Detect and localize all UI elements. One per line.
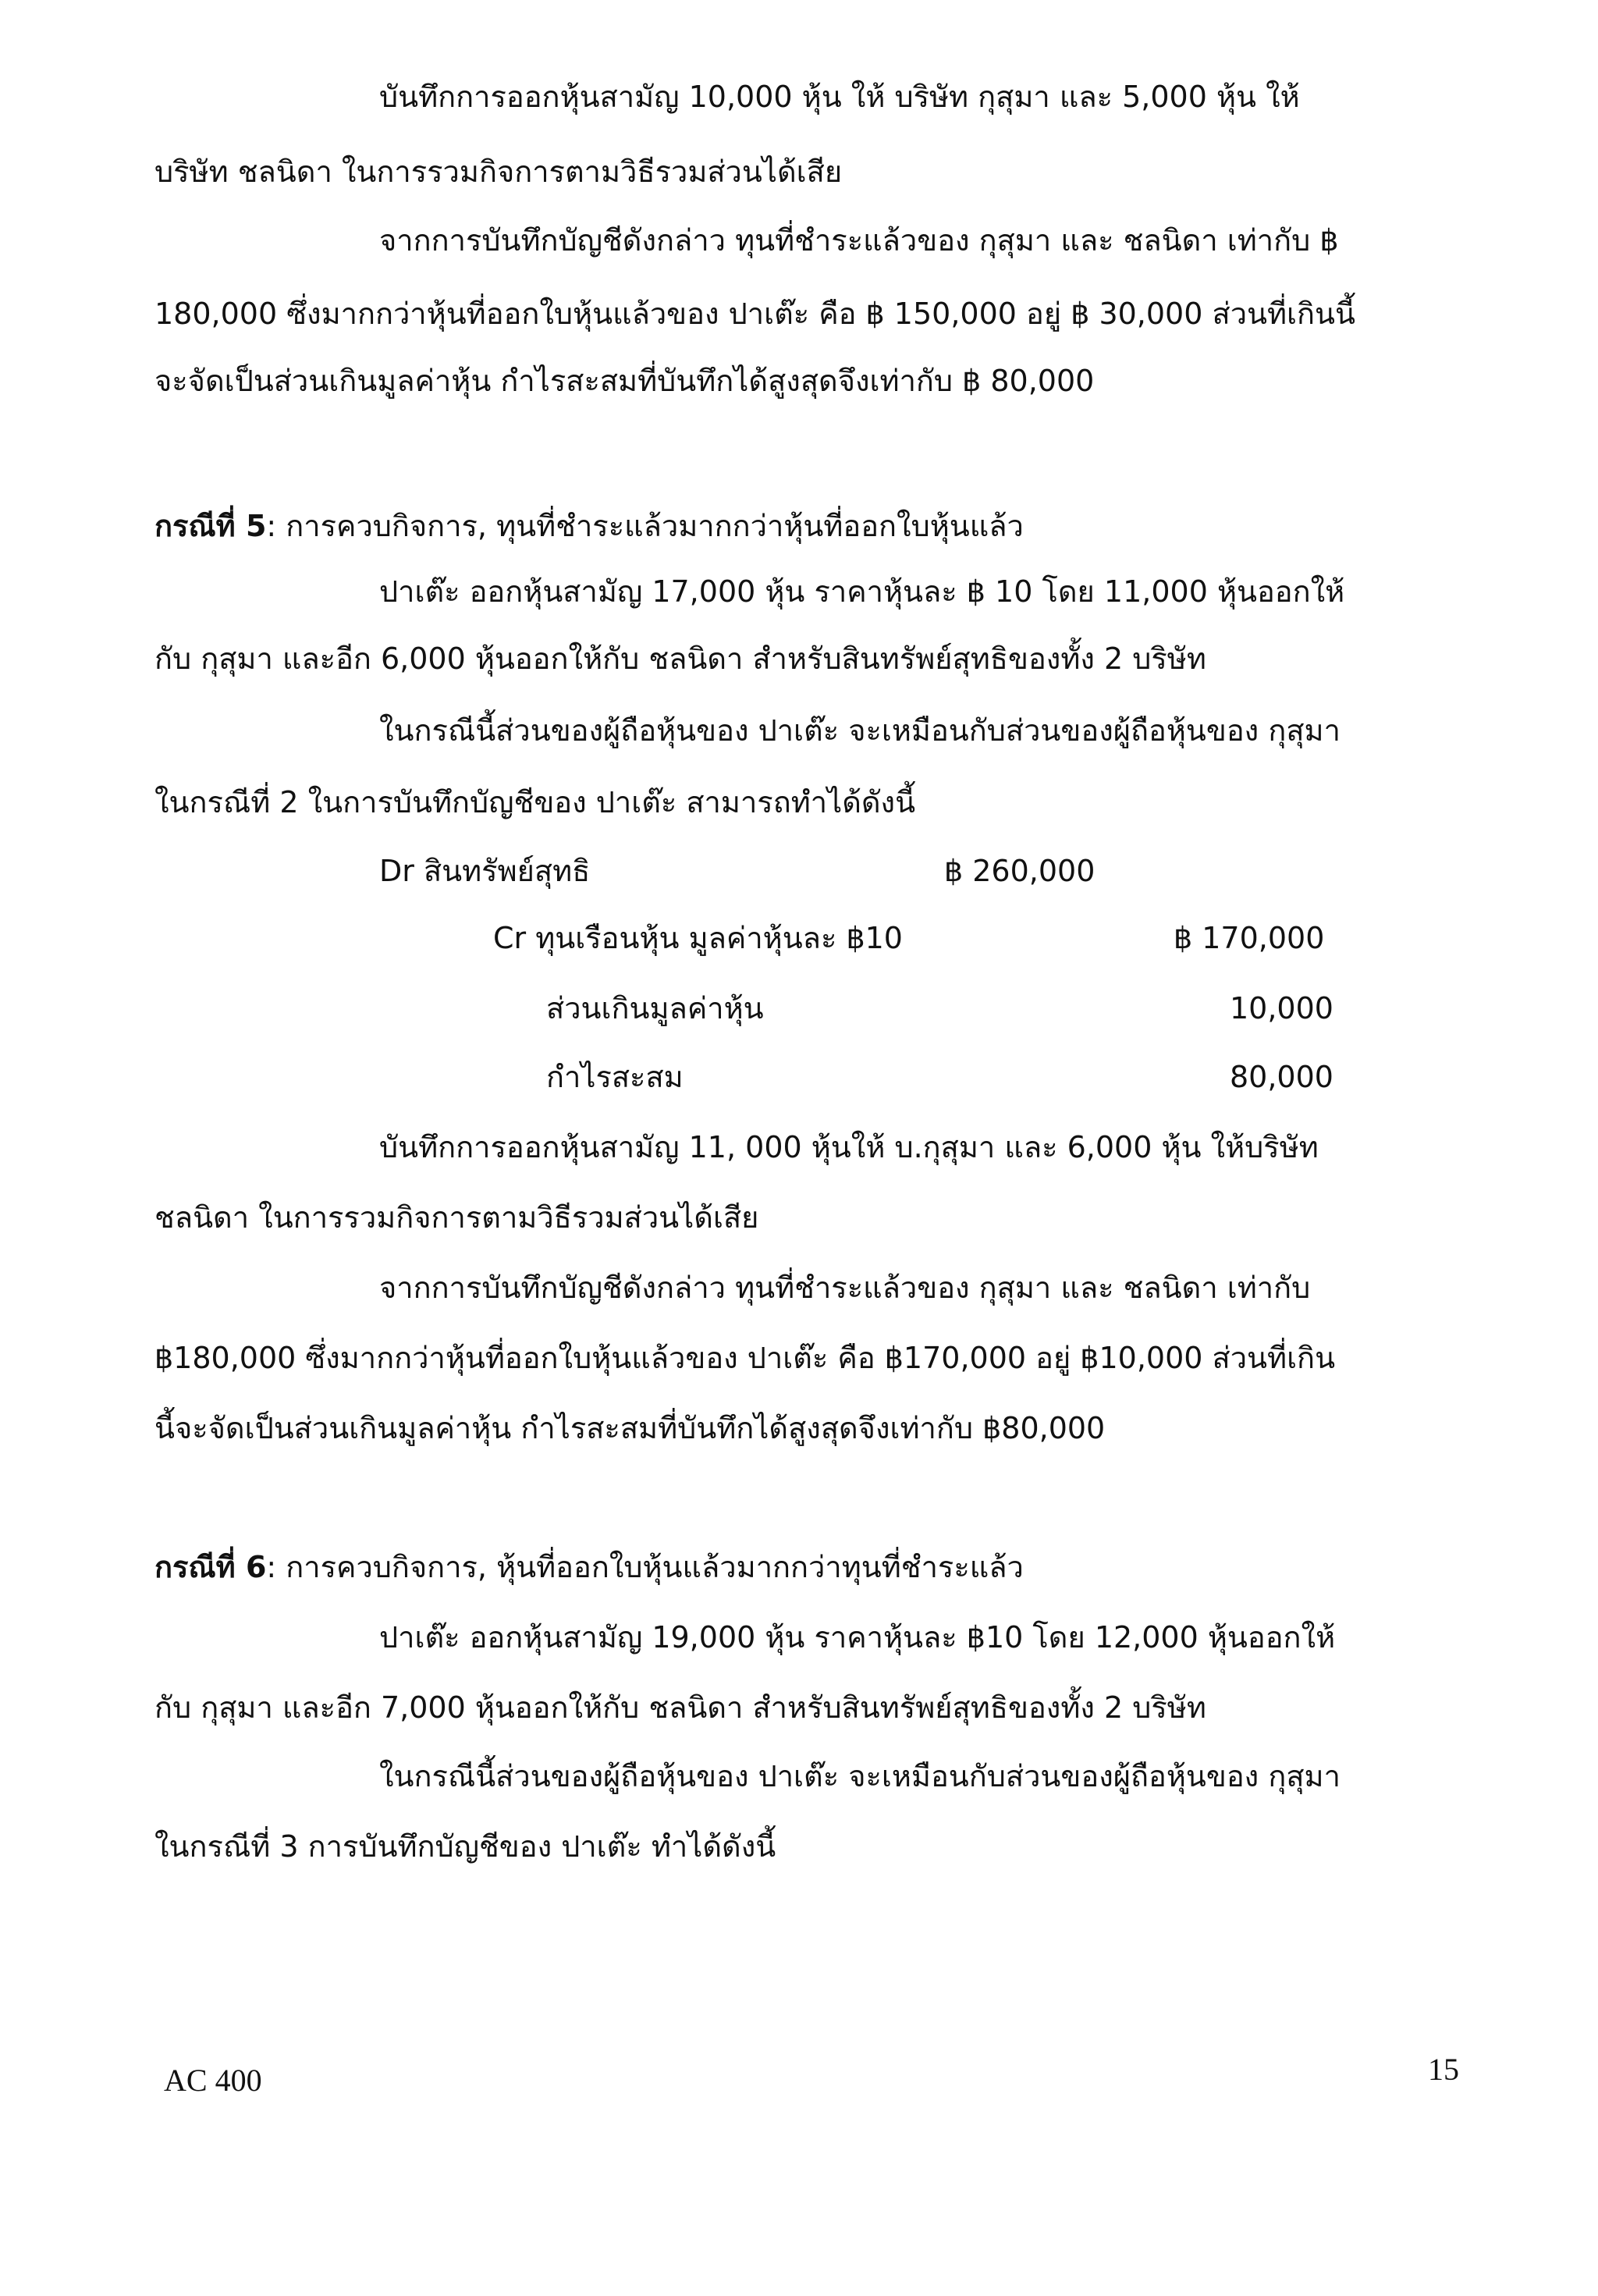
journal-dr-amount: ฿ 260,000 — [944, 854, 1096, 888]
case6-para2-line-1: ในกรณีนี้ส่วนของผู้ถือหุ้นของ ปาเต๊ะ จะเหมือนกับส่วนของผู้ถือหุ้นของ กุสุมา — [379, 1759, 1341, 1793]
case5-para2-line-1: ในกรณีนี้ส่วนของผู้ถือหุ้นของ ปาเต๊ะ จะเหมือนกับส่วนของผู้ถือหุ้นของ กุสุมา — [379, 713, 1341, 748]
page-number: 15 — [1428, 2052, 1459, 2087]
case5-heading-title: : การควบกิจการ, ทุนที่ชำระแล้วมากกว่าหุ้นที่ออกใบหุ้นแล้ว — [266, 509, 1024, 543]
case6-heading-title: : การควบกิจการ, หุ้นที่ออกใบหุ้นแล้วมากกว่าทุนที่ชำระแล้ว — [266, 1550, 1024, 1584]
journal-cr-label: Cr ทุนเรือนหุ้น มูลค่าหุ้นละ ฿10 — [493, 921, 903, 955]
case6-para1-line-1: ปาเต๊ะ ออกหุ้นสามัญ 19,000 หุ้น ราคาหุ้นละ ฿10 โดย 12,000 หุ้นออกให้ — [379, 1620, 1336, 1654]
case5-heading-label: กรณีที่ 5 — [154, 509, 267, 543]
p1-line-2: บริษัท ชลนิดา ในการรวมกิจการตามวิธีรวมส่วนได้เสีย — [154, 155, 843, 189]
case5-para4-line-2: ฿180,000 ซึ่งมากกว่าหุ้นที่ออกใบหุ้นแล้วของ ปาเต๊ะ คือ ฿170,000 อยู่ ฿10,000 ส่วนที่เกิน — [154, 1341, 1336, 1375]
case6-para1-line-2: กับ กุสุมา และอีก 7,000 หุ้นออกให้กับ ชลนิดา สำหรับสินทรัพย์สุทธิของทั้ง 2 บริษัท — [154, 1690, 1206, 1725]
course-code: AC 400 — [164, 2063, 262, 2098]
p2-line-3: จะจัดเป็นส่วนเกินมูลค่าหุ้น กำไรสะสมที่บันทึกได้สูงสุดจึงเท่ากับ ฿ 80,000 — [154, 364, 1095, 398]
case6-para2-line-2: ในกรณีที่ 3 การบันทึกบัญชีของ ปาเต๊ะ ทำได้ดังนี้ — [154, 1829, 776, 1864]
case5-para1-line-2: กับ กุสุมา และอีก 6,000 หุ้นออกให้กับ ชลนิดา สำหรับสินทรัพย์สุทธิของทั้ง 2 บริษัท — [154, 642, 1206, 676]
case5-para4-line-1: จากการบันทึกบัญชีดังกล่าว ทุนที่ชำระแล้วของ กุสุมา และ ชลนิดา เท่ากับ — [379, 1271, 1311, 1305]
case5-para4-line-3: นี้จะจัดเป็นส่วนเกินมูลค่าหุ้น กำไรสะสมที่บันทึกได้สูงสุดจึงเท่ากับ ฿80,000 — [154, 1411, 1106, 1445]
case5-para3-line-1: บันทึกการออกหุ้นสามัญ 11, 000 หุ้นให้ บ.กุสุมา และ 6,000 หุ้น ให้บริษัท — [379, 1130, 1319, 1164]
journal-dr-label: Dr สินทรัพย์สุทธิ — [379, 854, 591, 888]
case5-para2-line-2: ในกรณีที่ 2 ในการบันทึกบัญชีของ ปาเต๊ะ สามารถทำได้ดังนี้ — [154, 785, 916, 819]
journal-cr-amount: ฿ 170,000 — [1174, 921, 1325, 955]
case6-heading-label: กรณีที่ 6 — [154, 1550, 267, 1584]
case6-heading — [154, 1548, 1024, 1586]
case5-para3-line-2: ชลนิดา ในการรวมกิจการตามวิธีรวมส่วนได้เสีย — [154, 1200, 759, 1235]
case5-heading — [154, 507, 1024, 545]
journal-line3-amount: 80,000 — [1230, 1060, 1333, 1094]
journal-line3-label: กำไรสะสม — [546, 1060, 684, 1094]
p2-line-2: 180,000 ซึ่งมากกว่าหุ้นที่ออกใบหุ้นแล้วของ ปาเต๊ะ คือ ฿ 150,000 อยู่ ฿ 30,000 ส่วนที่เกินนี้ — [154, 297, 1355, 331]
p1-line-1: บันทึกการออกหุ้นสามัญ 10,000 หุ้น ให้ บริษัท กุสุมา และ 5,000 หุ้น ให้ — [379, 80, 1300, 114]
p2-line-1: จากการบันทึกบัญชีดังกล่าว ทุนที่ชำระแล้วของ กุสุมา และ ชลนิดา เท่ากับ ฿ — [379, 223, 1339, 258]
journal-line2-label: ส่วนเกินมูลค่าหุ้น — [546, 991, 764, 1025]
case5-para1-line-1: ปาเต๊ะ ออกหุ้นสามัญ 17,000 หุ้น ราคาหุ้นละ ฿ 10 โดย 11,000 หุ้นออกให้ — [379, 574, 1345, 609]
journal-line2-amount: 10,000 — [1230, 991, 1333, 1025]
